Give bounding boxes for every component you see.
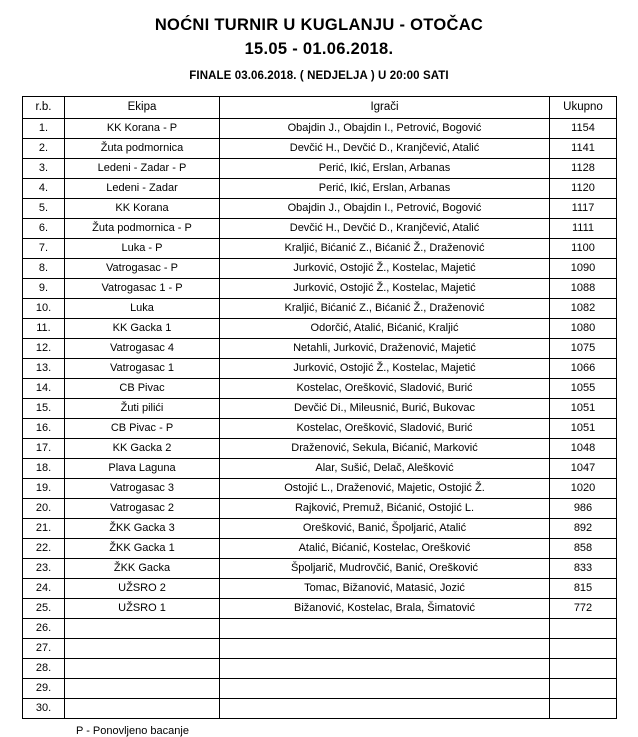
cell-total: 1075 [550, 338, 617, 358]
table-row [23, 318, 617, 338]
cell-rank: 13. [23, 358, 65, 378]
table-body [23, 118, 617, 718]
cell-players: Perić, Ikić, Erslan, Arbanas [220, 158, 550, 178]
cell-rank: 8. [23, 258, 65, 278]
cell-players: Draženović, Sekula, Bićanić, Marković [220, 438, 550, 458]
cell-players: Orešković, Banić, Špoljarić, Atalić [220, 518, 550, 538]
cell-players: Jurković, Ostojić Ž., Kostelac, Majetić [220, 278, 550, 298]
table-row [23, 518, 617, 538]
cell-team: CB Pivac - P [65, 418, 220, 438]
cell-rank: 2. [23, 138, 65, 158]
cell-total: 1100 [550, 238, 617, 258]
cell-players: Špoljarič, Mudrovčić, Banić, Orešković [220, 558, 550, 578]
table-row [23, 158, 617, 178]
cell-players: Obajdin J., Obajdin I., Petrović, Bogović [220, 118, 550, 138]
table-row [23, 438, 617, 458]
cell-team: Luka [65, 298, 220, 318]
table-row [23, 378, 617, 398]
cell-team: Žuta podmornica - P [65, 218, 220, 238]
cell-team: Vatrogasac 1 - P [65, 278, 220, 298]
column-header-team: Ekipa [65, 96, 220, 118]
cell-team: KK Korana [65, 198, 220, 218]
cell-players: Kostelac, Orešković, Sladović, Burić [220, 378, 550, 398]
cell-rank: 4. [23, 178, 65, 198]
final-info-text: FINALE 03.06.2018. ( NEDJELJA ) U 20:00 SATI [189, 69, 449, 82]
table-row [23, 458, 617, 478]
cell-total: 1055 [550, 378, 617, 398]
column-header-total: Ukupno [550, 96, 617, 118]
cell-team: ŽKK Gacka 1 [65, 538, 220, 558]
cell-total: 1051 [550, 398, 617, 418]
table-row [23, 218, 617, 238]
cell-team: KK Gacka 1 [65, 318, 220, 338]
cell-players: Obajdin J., Obajdin I., Petrović, Bogović [220, 198, 550, 218]
cell-rank: 15. [23, 398, 65, 418]
cell-team [65, 658, 220, 678]
table-row [23, 358, 617, 378]
cell-team [65, 618, 220, 638]
table-row [23, 598, 617, 618]
cell-total: 1066 [550, 358, 617, 378]
cell-rank: 21. [23, 518, 65, 538]
cell-team: Žuta podmornica [65, 138, 220, 158]
table-row [23, 538, 617, 558]
cell-team: Vatrogasac 4 [65, 338, 220, 358]
table-header-row [23, 96, 617, 118]
document-header [0, 0, 638, 82]
cell-players: Devčić H., Devčić D., Kranjčević, Atalić [220, 138, 550, 158]
cell-players [220, 698, 550, 718]
cell-team: Vatrogasac - P [65, 258, 220, 278]
cell-total: 1128 [550, 158, 617, 178]
cell-players: Rajković, Premuž, Bićanić, Ostojić L. [220, 498, 550, 518]
table-row [23, 658, 617, 678]
footnote-legend: P - Ponovljeno bacanje [76, 724, 189, 737]
table-row [23, 198, 617, 218]
cell-players: Netahli, Jurković, Draženović, Majetić [220, 338, 550, 358]
cell-total: 815 [550, 578, 617, 598]
cell-players: Devčić Di., Mileusnić, Burić, Bukovac [220, 398, 550, 418]
cell-total [550, 618, 617, 638]
cell-team: ŽKK Gacka [65, 558, 220, 578]
cell-rank: 20. [23, 498, 65, 518]
table-row [23, 498, 617, 518]
cell-team [65, 698, 220, 718]
cell-total [550, 638, 617, 658]
cell-total: 1088 [550, 278, 617, 298]
cell-total [550, 678, 617, 698]
cell-players: Perić, Ikić, Erslan, Arbanas [220, 178, 550, 198]
cell-players: Kostelac, Orešković, Sladović, Burić [220, 418, 550, 438]
cell-players: Jurković, Ostojić Ž., Kostelac, Majetić [220, 258, 550, 278]
cell-players [220, 678, 550, 698]
cell-rank: 3. [23, 158, 65, 178]
cell-total: 1020 [550, 478, 617, 498]
cell-team: Ledeni - Zadar - P [65, 158, 220, 178]
table-row [23, 418, 617, 438]
cell-total: 1090 [550, 258, 617, 278]
cell-total: 1154 [550, 118, 617, 138]
cell-team: CB Pivac [65, 378, 220, 398]
cell-rank: 11. [23, 318, 65, 338]
cell-rank: 6. [23, 218, 65, 238]
cell-total: 772 [550, 598, 617, 618]
cell-rank: 14. [23, 378, 65, 398]
cell-players: Kraljić, Bićanić Z., Bićanić Ž., Draženović [220, 238, 550, 258]
cell-rank: 12. [23, 338, 65, 358]
cell-rank: 29. [23, 678, 65, 698]
cell-total [550, 698, 617, 718]
cell-total: 1080 [550, 318, 617, 338]
cell-rank: 1. [23, 118, 65, 138]
cell-total: 1047 [550, 458, 617, 478]
cell-players: Tomac, Bižanović, Matasić, Jozić [220, 578, 550, 598]
table-row [23, 278, 617, 298]
cell-team [65, 638, 220, 658]
cell-total: 1141 [550, 138, 617, 158]
cell-total: 1120 [550, 178, 617, 198]
table-row [23, 138, 617, 158]
cell-players [220, 638, 550, 658]
cell-players: Bižanović, Kostelac, Brala, Šimatović [220, 598, 550, 618]
cell-players [220, 618, 550, 638]
cell-total: 1048 [550, 438, 617, 458]
cell-total: 833 [550, 558, 617, 578]
table-row [23, 178, 617, 198]
table-header-row-group [23, 96, 617, 118]
cell-total: 986 [550, 498, 617, 518]
cell-rank: 17. [23, 438, 65, 458]
cell-total: 892 [550, 518, 617, 538]
table-row [23, 478, 617, 498]
cell-team: Vatrogasac 1 [65, 358, 220, 378]
cell-rank: 24. [23, 578, 65, 598]
table-row [23, 558, 617, 578]
cell-team: Ledeni - Zadar [65, 178, 220, 198]
cell-team: Vatrogasac 3 [65, 478, 220, 498]
table-row [23, 258, 617, 278]
column-header-players: Igrači [220, 96, 550, 118]
cell-team: Plava Laguna [65, 458, 220, 478]
cell-team: UŽSRO 1 [65, 598, 220, 618]
cell-team [65, 678, 220, 698]
cell-total: 1051 [550, 418, 617, 438]
table-row [23, 338, 617, 358]
cell-team: Vatrogasac 2 [65, 498, 220, 518]
cell-players: Ostojić L., Draženović, Majetic, Ostojić Ž. [220, 478, 550, 498]
cell-players: Kraljić, Bićanić Z., Bićanić Ž., Draženović [220, 298, 550, 318]
table-row [23, 398, 617, 418]
cell-players: Odorčić, Atalić, Bićanić, Kraljić [220, 318, 550, 338]
results-table-wrapper [22, 96, 616, 719]
table-row [23, 618, 617, 638]
cell-rank: 30. [23, 698, 65, 718]
cell-rank: 7. [23, 238, 65, 258]
cell-total: 1117 [550, 198, 617, 218]
cell-players: Devčić H., Devčić D., Kranjčević, Atalić [220, 218, 550, 238]
table-row [23, 118, 617, 138]
cell-rank: 19. [23, 478, 65, 498]
cell-players: Atalić, Bićanić, Kostelac, Orešković [220, 538, 550, 558]
cell-total: 1111 [550, 218, 617, 238]
cell-rank: 18. [23, 458, 65, 478]
table-row [23, 298, 617, 318]
cell-total: 858 [550, 538, 617, 558]
cell-players: Jurković, Ostojić Ž., Kostelac, Majetić [220, 358, 550, 378]
cell-rank: 5. [23, 198, 65, 218]
column-header-rank: r.b. [23, 96, 65, 118]
cell-rank: 28. [23, 658, 65, 678]
cell-total [550, 658, 617, 678]
cell-rank: 16. [23, 418, 65, 438]
cell-team: ŽKK Gacka 3 [65, 518, 220, 538]
cell-rank: 22. [23, 538, 65, 558]
results-table [22, 96, 617, 719]
cell-rank: 9. [23, 278, 65, 298]
table-row [23, 638, 617, 658]
cell-rank: 10. [23, 298, 65, 318]
cell-players [220, 658, 550, 678]
table-row [23, 578, 617, 598]
cell-team: KK Korana - P [65, 118, 220, 138]
page-subtitle-dates: 15.05 - 01.06.2018. [244, 39, 394, 58]
cell-team: Žuti pilići [65, 398, 220, 418]
cell-team: UŽSRO 2 [65, 578, 220, 598]
page-title: NOĆNI TURNIR U KUGLANJU - OTOČAC [154, 16, 484, 34]
table-row [23, 698, 617, 718]
cell-rank: 27. [23, 638, 65, 658]
table-row [23, 238, 617, 258]
table-row [23, 678, 617, 698]
cell-rank: 25. [23, 598, 65, 618]
cell-team: Luka - P [65, 238, 220, 258]
cell-team: KK Gacka 2 [65, 438, 220, 458]
cell-rank: 26. [23, 618, 65, 638]
cell-players: Alar, Sušić, Delač, Alešković [220, 458, 550, 478]
cell-rank: 23. [23, 558, 65, 578]
cell-total: 1082 [550, 298, 617, 318]
